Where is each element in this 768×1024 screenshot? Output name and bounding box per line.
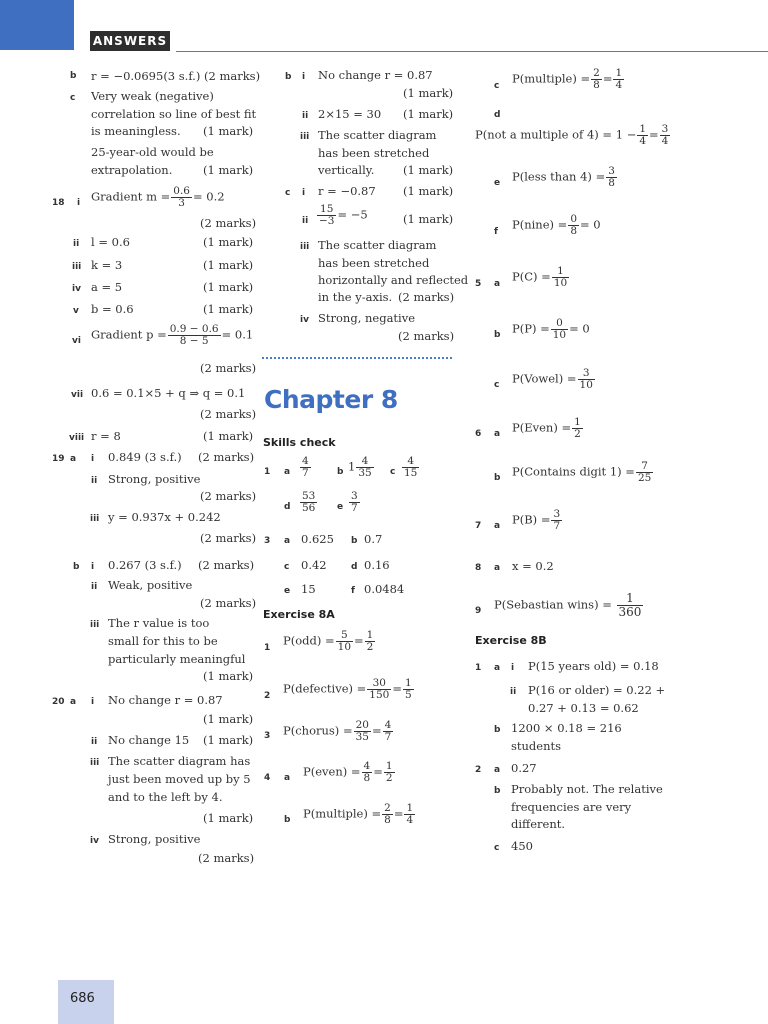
label: b [351,536,358,546]
answer-text: P(16 or older) = 0.22 + [528,683,666,697]
answer-text: 0.7 [364,532,383,546]
marks: (2 marks) [200,407,257,421]
answer-text: just been moved up by 5 [108,772,251,786]
answer-text: k = 3 [91,258,123,272]
answer-text: correlation so line of best fit [91,107,257,121]
marks: (1 mark) [203,811,254,825]
answer-text: 0.27 [511,761,537,775]
answer-text: P(Even) = $\frac{1}{2}$ [512,416,581,440]
label: i [91,697,95,707]
marks: (1 mark) [203,163,254,177]
label: d [351,562,358,572]
answer-text: 450 [511,839,533,853]
question-number: 7 [475,521,482,531]
answer-text: Strong, positive [108,832,201,846]
label: iii [90,620,100,630]
marks: (1 mark) [403,86,454,100]
marks: (1 mark) [203,258,254,272]
label: a [494,563,501,573]
marks: (1 mark) [203,302,254,316]
marks: (2 marks) [200,596,257,610]
marks: (1 mark) [203,733,254,747]
marks: (1 mark) [203,280,254,294]
question-number: 4 [264,773,271,783]
label: a [494,765,501,775]
label: iii [300,132,310,142]
answer-text: particularly meaningful [108,652,246,666]
label: iv [90,836,99,846]
label: c [494,81,500,91]
label: a [284,773,291,783]
label: d [284,502,291,512]
marks: (1 mark) [203,669,254,683]
section-heading: Exercise 8B [475,634,547,647]
answer-text: 0.16 [364,558,390,572]
label: d [494,110,501,120]
answer-text: r = 8 [91,429,121,443]
label: a [70,697,77,707]
answer-text: y = 0.937x + 0.242 [108,510,221,524]
label: a [284,467,291,477]
label: vi [72,336,81,346]
question-number: 20 [52,697,65,707]
answer-text: 0.267 (3 s.f.) [108,558,182,572]
label: iii [300,242,310,252]
header-tab: ANSWERS [90,31,170,51]
page-number: 686 [70,991,95,1006]
question-number: 19 [52,454,65,464]
label: c [70,93,76,103]
answer-text: 0.625 [301,532,334,546]
label: a [494,279,501,289]
label: b [285,72,292,82]
label: c [285,188,291,198]
label: a [494,521,501,531]
label: f [351,586,355,596]
answer-text: b = 0.6 [91,302,134,316]
answer-text: P(chorus) = $\frac{20}{35}$ = $\frac{4}{7}$ [283,719,392,743]
label: i [302,188,306,198]
answer-text: r = −0.0695(3 s.f.) (2 marks) [91,69,261,83]
label: iii [90,514,100,524]
label: b [494,725,501,735]
answer-text: P(C) = $\frac{1}{10}$ [512,265,568,289]
answer-text: 2×15 = 30 [318,107,382,121]
marks: (2 marks) [198,851,255,865]
label: vii [71,390,84,400]
marks: (1 mark) [403,184,454,198]
answer-text: No change r = 0.87 [108,693,223,707]
marks: (1 mark) [203,712,254,726]
label: ii [302,216,309,226]
label: c [390,467,396,477]
label: a [494,663,501,673]
question-number: 9 [475,606,482,616]
answer-text: $\frac{3}{7}$ [351,490,358,514]
label: b [73,562,80,572]
marks: (1 mark) [203,124,254,138]
answer-text: Very weak (negative) [91,89,214,103]
answer-text: 0.27 + 0.13 = 0.62 [528,701,639,715]
answer-text: P(Sebastian wins) = $\frac{1}{360}$ [494,591,642,619]
marks: (2 marks) [398,290,455,304]
label: iv [72,284,81,294]
label: c [284,562,290,572]
question-number: 18 [52,198,65,208]
answer-text: $\frac{4}{15}$ [404,455,418,479]
answer-text: horizontally and reflected [318,273,469,287]
marks: (1 mark) [403,212,454,226]
answer-text: P(P) = $\frac{0}{10}$ = 0 [512,317,590,341]
header-color-block [0,0,74,50]
label: b [494,786,501,796]
answer-text: 1200 × 0.18 = 216 [511,721,622,735]
answer-text: different. [511,817,566,831]
label: ii [510,687,517,697]
label: a [494,429,501,439]
answer-text: in the y-axis. [318,290,393,304]
marks: (2 marks) [200,361,257,375]
answer-text: 0.849 (3 s.f.) [108,450,182,464]
marks: (1 mark) [403,107,454,121]
question-number: 1 [264,467,271,477]
question-number: 8 [475,563,482,573]
label: i [511,663,515,673]
label: a [284,536,291,546]
answer-text: has been stretched [318,146,430,160]
label: b [494,473,501,483]
marks: (2 marks) [200,531,257,545]
label: ii [73,239,80,249]
label: a [70,454,77,464]
answer-text: P(defective) = $\frac{30}{150}$ = $\frac{1}{5}$ [283,677,412,701]
question-number: 3 [264,731,271,741]
label: iv [300,315,309,325]
answer-text: 25-year-old would be [91,145,214,159]
question-number: 3 [264,536,271,546]
section-heading: Skills check [263,436,336,449]
marks: (2 marks) [398,329,455,343]
marks: (2 marks) [200,489,257,503]
answer-text: No change r = 0.87 [318,68,433,82]
label: e [284,586,291,596]
answer-text: 1 $\frac{4}{35}$ [348,455,372,479]
answer-text: P(not a multiple of 4) = 1 − $\frac{1}{4}$ = $\frac{3}{4}$ [475,123,669,147]
question-number: 2 [264,691,271,701]
answer-text: P(less than 4) = $\frac{3}{8}$ [512,165,615,189]
section-heading: Exercise 8A [263,608,335,621]
answer-text: 0.0484 [364,582,405,596]
answer-text: 0.6 = 0.1×5 + q ⇒ q = 0.1 [91,386,246,400]
label: c [494,843,500,853]
label: i [91,562,95,572]
label: e [494,178,501,188]
answer-text: Gradient m = $\frac{0.6}{3}$ = 0.2 [91,185,225,209]
chapter-divider [262,357,452,359]
marks: (1 mark) [203,429,254,443]
marks: (1 mark) [403,163,454,177]
label: viii [69,433,85,443]
answer-text: P(Contains digit 1) = $\frac{7}{25}$ [512,460,652,484]
label: iii [72,262,82,272]
question-number: 6 [475,429,482,439]
label: ii [302,111,309,121]
label: e [337,502,344,512]
answer-text: $\frac{15}{-3}$ = −5 [319,203,368,227]
answer-text: Probably not. The relative [511,782,663,796]
label: i [91,454,95,464]
label: i [302,72,306,82]
answer-text: Strong, negative [318,311,416,325]
answer-text: P(Vowel) = $\frac{3}{10}$ [512,367,593,391]
answer-text: $\frac{53}{56}$ [302,490,316,514]
answer-text: Strong, positive [108,472,201,486]
question-number: 1 [264,643,271,653]
answer-text: P(even) = $\frac{4}{8}$ = $\frac{1}{2}$ [303,760,393,784]
answer-text: 0.42 [301,558,327,572]
label: ii [91,476,98,486]
answer-text: small for this to be [108,634,218,648]
answer-text: The scatter diagram [318,238,437,252]
answer-text: P(B) = $\frac{3}{7}$ [512,508,561,532]
label: c [494,380,500,390]
answer-text: The r value is too [108,616,210,630]
marks: (2 marks) [198,450,255,464]
answer-text: P(multiple) = $\frac{2}{8}$ = $\frac{1}{4}$ [303,802,414,826]
answer-text: x = 0.2 [512,559,554,573]
answer-text: P(nine) = $\frac{0}{8}$ = 0 [512,213,601,237]
question-number: 1 [475,663,482,673]
label: b [284,815,291,825]
answer-text: a = 5 [91,280,123,294]
question-number: 2 [475,765,482,775]
answer-text: P(multiple) = $\frac{2}{8}$ = $\frac{1}{4}$ [512,67,623,91]
answer-text: Weak, positive [108,578,193,592]
answer-text: has been stretched [318,256,430,270]
answer-text: Gradient p = $\frac{0.9 - 0.6}{8 - 5}$ = 0.1 [91,323,254,347]
marks: (2 marks) [200,216,257,230]
label: f [494,227,498,237]
answer-text: P(15 years old) = 0.18 [528,659,659,673]
chapter-title: Chapter 8 [264,385,398,414]
marks: (2 marks) [198,558,255,572]
answer-text: P(odd) = $\frac{5}{10}$ = $\frac{1}{2}$ [283,629,374,653]
answer-text: The scatter diagram [318,128,437,142]
answer-text: students [511,739,562,753]
question-number: 5 [475,279,482,289]
answer-text: is meaningless. [91,124,181,138]
marks: (1 mark) [203,235,254,249]
answer-text: extrapolation. [91,163,173,177]
label: ii [91,737,98,747]
label: ii [91,582,98,592]
answer-text: frequencies are very [511,800,632,814]
label: b [70,71,77,81]
answer-text: l = 0.6 [91,235,130,249]
answer-text: The scatter diagram has [108,754,251,768]
answer-text: 15 [301,582,316,596]
answer-text: No change 15 [108,733,190,747]
answer-text: and to the left by 4. [108,790,223,804]
answer-text: vertically. [318,163,375,177]
label: b [337,467,344,477]
label: v [73,306,79,316]
answer-text: $\frac{4}{7}$ [302,455,309,479]
answer-text: r = −0.87 [318,184,376,198]
label: i [77,198,81,208]
label: iii [90,758,100,768]
label: b [494,330,501,340]
header-rule [176,51,768,52]
